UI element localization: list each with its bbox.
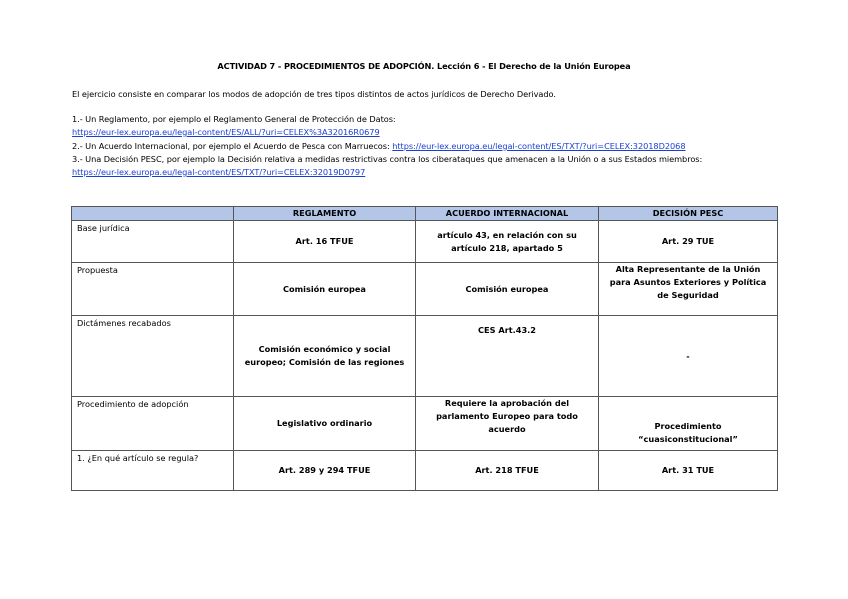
header-empty [72,207,234,221]
table-cell: Art. 29 TUE [599,221,778,263]
item-2-line [72,141,685,151]
table-cell: Art. 31 TUE [599,451,778,491]
table-cell: Procedimiento “cuasiconstitucional” [599,397,778,451]
item-3-text: 3.- Una Decisión PESC, por ejemplo la Decisión relativa a medidas restrictivas contra los ciberataques que amenacen a la Unión o a sus Estados miembros: [72,154,703,164]
item-3-line [72,167,365,177]
row-label-propuesta: Propuesta [72,263,234,316]
table-header-row [72,207,778,221]
header-acuerdo-internacional: ACUERDO INTERNACIONAL [416,207,599,221]
item-2-link[interactable]: https://eur-lex.europa.eu/legal-content/ES/TXT/?uri=CELEX:32018D2068 [392,141,686,151]
table-row [72,316,778,397]
row-label-procedimiento: Procedimiento de adopción [72,397,234,451]
intro-paragraph: El ejercicio consiste en comparar los modos de adopción de tres tipos distintos de actos jurídicos de Derecho Derivado. [72,89,556,99]
table-cell: Art. 289 y 294 TFUE [234,451,416,491]
header-reglamento: REGLAMENTO [234,207,416,221]
table-cell: - [599,316,778,397]
item-1-text: 1.- Un Reglamento, por ejemplo el Reglamento General de Protección de Datos: [72,114,396,124]
comparison-table [71,206,778,491]
row-label-base-juridica: Base jurídica [72,221,234,263]
row-label-dictamenes: Dictámenes recabados [72,316,234,397]
item-2-text: 2.- Un Acuerdo Internacional, por ejemplo el Acuerdo de Pesca con Marruecos: [72,141,393,151]
header-decision-pesc: DECISIÓN PESC [599,207,778,221]
item-1-link[interactable]: https://eur-lex.europa.eu/legal-content/ES/ALL/?uri=CELEX%3A32016R0679 [72,127,380,137]
row-label-articulo: 1. ¿En qué artículo se regula? [72,451,234,491]
table-row [72,451,778,491]
item-3-link[interactable]: https://eur-lex.europa.eu/legal-content/ES/TXT/?uri=CELEX:32019D0797 [72,167,366,177]
item-1-line [72,127,380,137]
table-cell: Alta Representante de la Unión para Asuntos Exteriores y Política de Seguridad [599,263,778,316]
table-row [72,221,778,263]
table-cell: Comisión europea [234,263,416,316]
table-cell: artículo 43, en relación con su artículo 218, apartado 5 [416,221,599,263]
document-title: ACTIVIDAD 7 - PROCEDIMIENTOS DE ADOPCIÓN. Lección 6 - El Derecho de la Unión Europea [217,61,631,71]
table-cell: Comisión económico y social europeo; Comisión de las regiones [234,316,416,397]
table-row [72,397,778,451]
table-row [72,263,778,316]
table-cell: Legislativo ordinario [234,397,416,451]
table-cell: Comisión europea [416,263,599,316]
table-cell: CES Art.43.2 [416,316,599,397]
table-cell: Art. 16 TFUE [234,221,416,263]
table-cell: Requiere la aprobación del parlamento Europeo para todo acuerdo [416,397,599,451]
table-cell: Art. 218 TFUE [416,451,599,491]
